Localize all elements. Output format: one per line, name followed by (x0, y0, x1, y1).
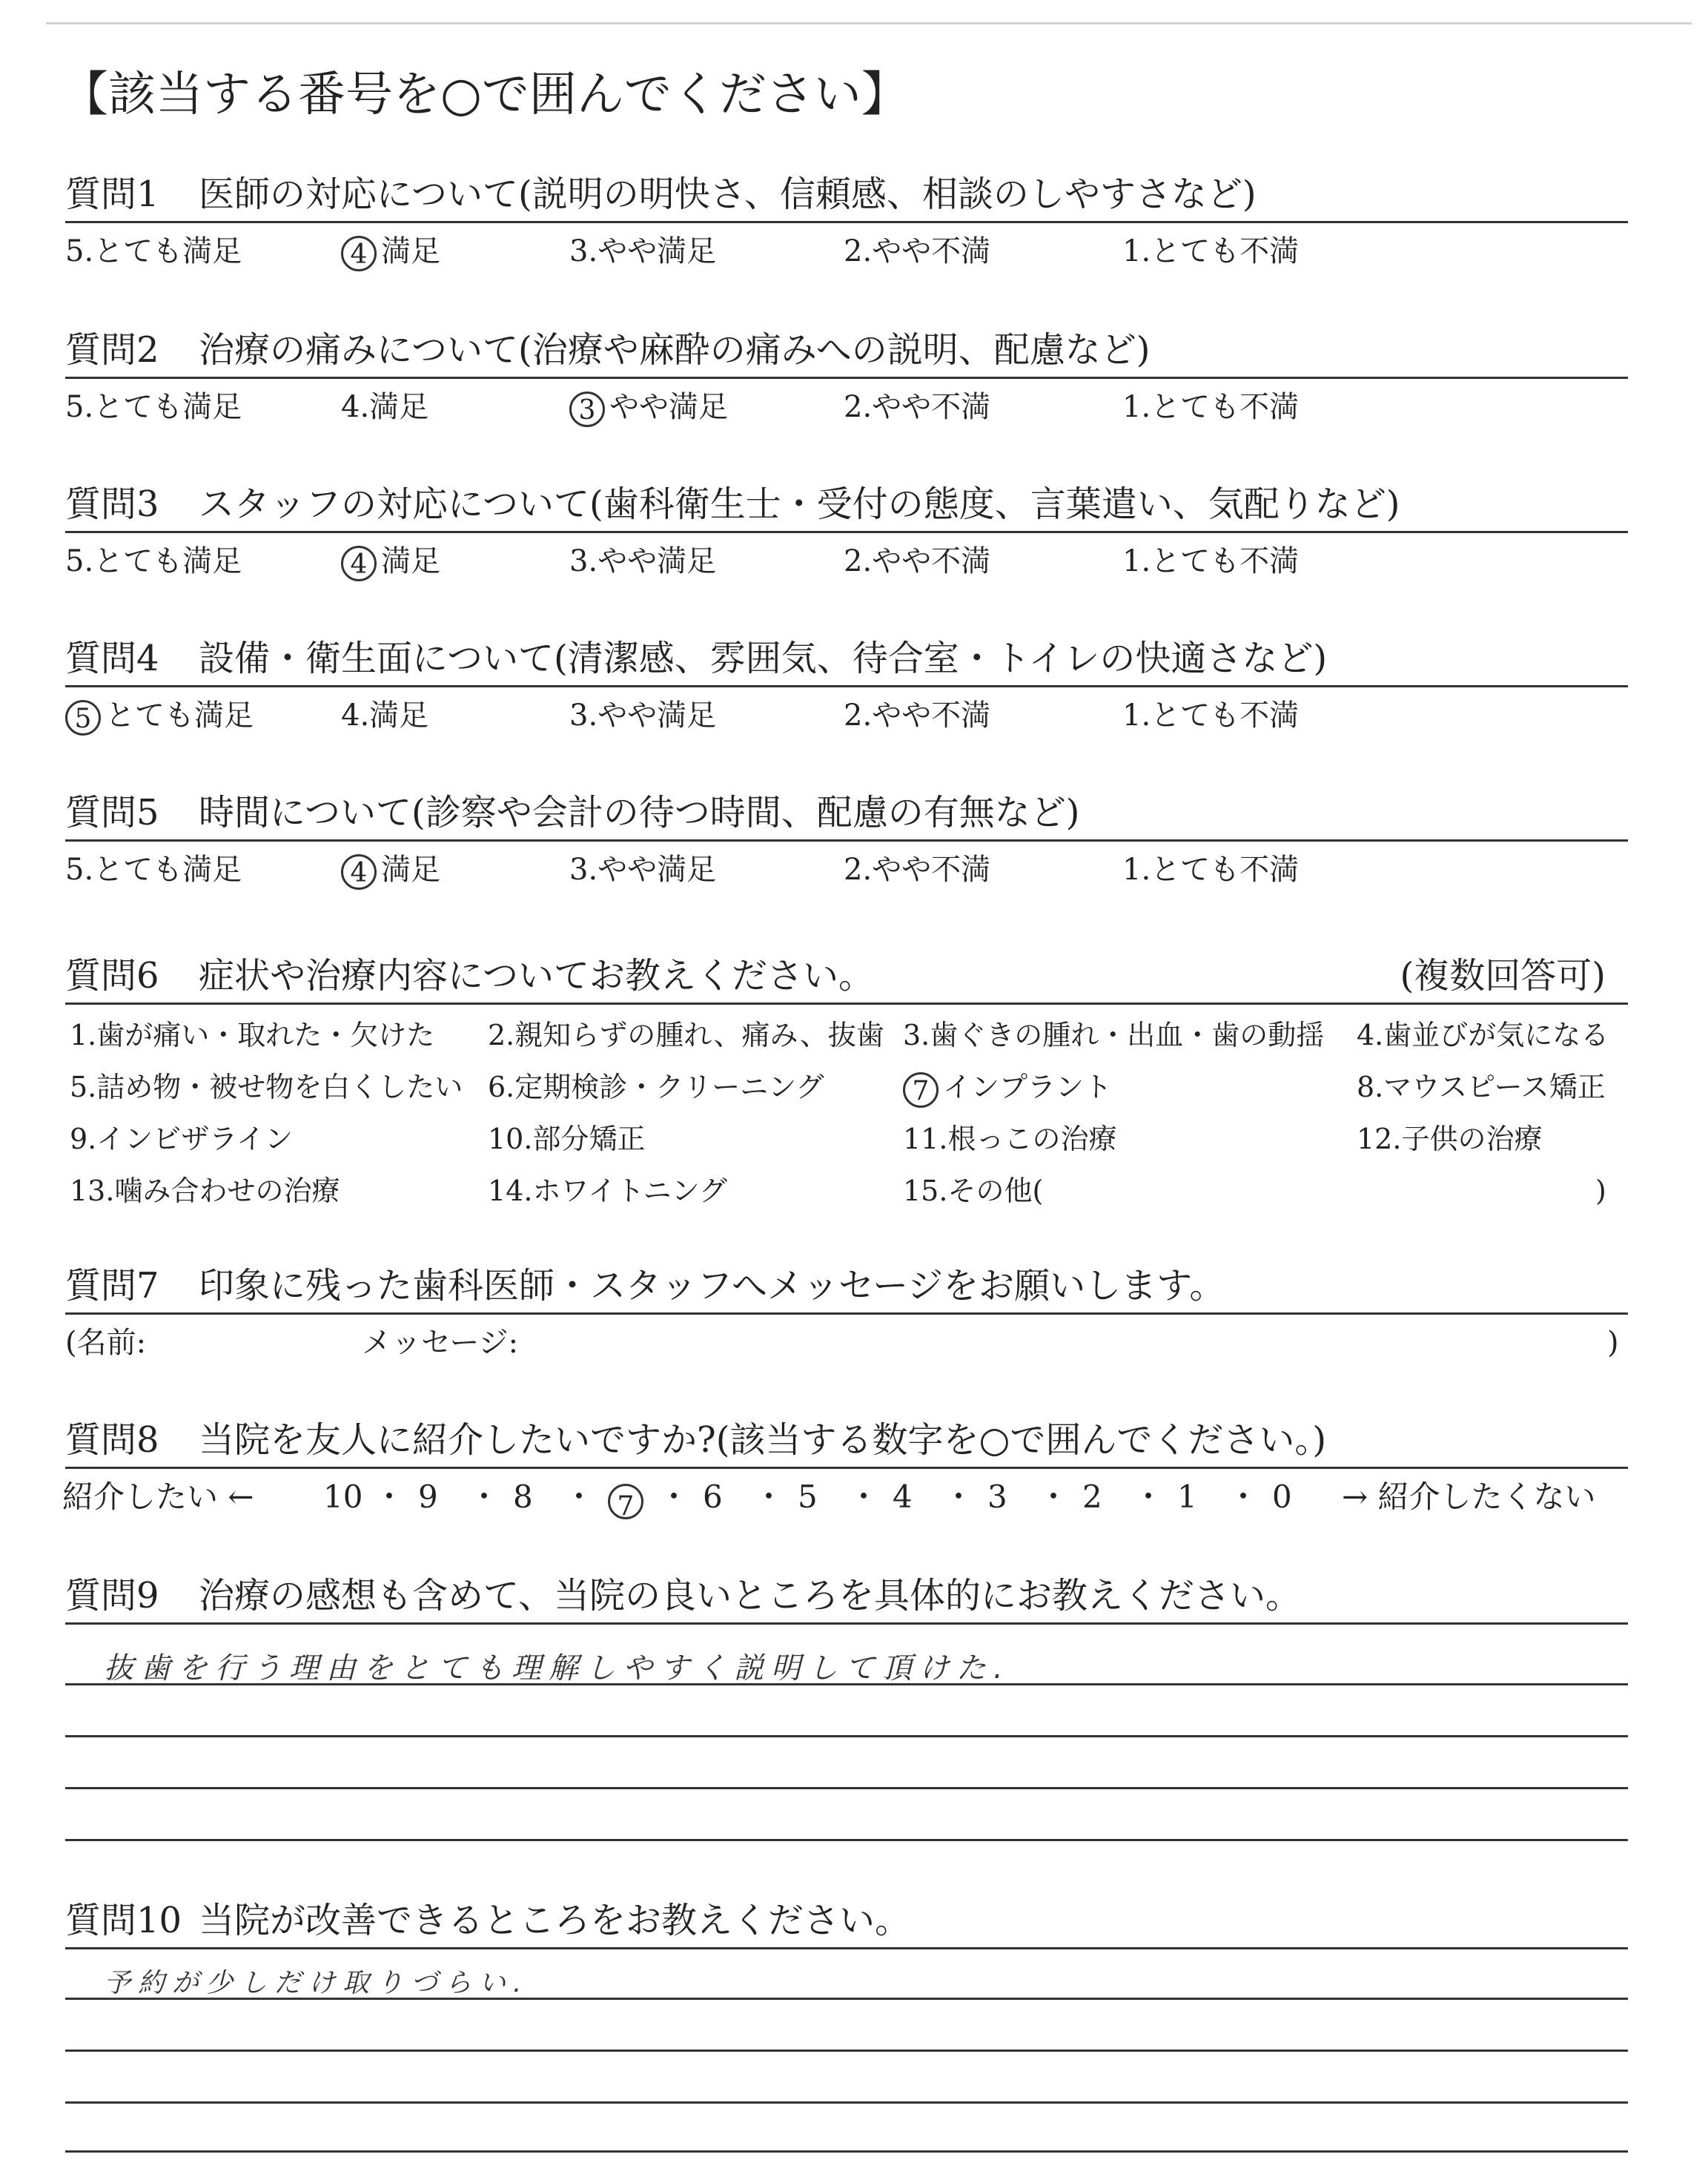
selected-circle: 4 (341, 236, 377, 271)
option-label: やや不満 (872, 390, 991, 424)
scale-left-label: 紹介したい ← (62, 1479, 254, 1515)
option-number: 12. (1357, 1123, 1402, 1155)
answer-line (65, 1735, 1628, 1737)
selected-circle: 7 (903, 1072, 939, 1108)
rating-option[interactable] (1122, 695, 1299, 736)
option-number: 2. (844, 544, 873, 578)
option-number: 5. (70, 1071, 97, 1103)
option-number: 2. (844, 390, 873, 424)
option-label: とても不満 (1151, 698, 1300, 733)
rating-option[interactable] (569, 541, 716, 582)
option-number: 15. (903, 1175, 948, 1207)
option-label: とても満足 (93, 390, 242, 424)
question-header (65, 1407, 1628, 1469)
option-number: 5. (65, 853, 94, 887)
rating-option[interactable] (65, 541, 242, 582)
option-number: 14. (488, 1175, 533, 1207)
question-text: 時間について(診察や会計の待つ時間、配慮の有無など) (199, 792, 1080, 833)
rating-option[interactable] (65, 386, 242, 428)
option-label: ホワイトニング (532, 1175, 728, 1207)
scale-right-label: → 紹介したくない (1342, 1479, 1596, 1515)
option-number: 3. (569, 853, 598, 887)
symptom-option[interactable] (903, 1172, 1043, 1209)
question-number: 質問10 (65, 1900, 182, 1941)
option-number: 2. (488, 1019, 515, 1051)
question-number: 質問9 (65, 1575, 159, 1616)
symptom-option[interactable] (488, 1017, 884, 1054)
option-number: 2. (844, 853, 873, 887)
question-header (65, 1253, 1628, 1315)
question-header (65, 943, 1628, 1005)
question-number: 質問5 (65, 792, 159, 833)
rating-option[interactable] (844, 541, 990, 582)
scale-dot: ・ (374, 1479, 406, 1515)
option-label: やや満足 (598, 853, 717, 887)
symptom-option[interactable] (903, 1120, 1116, 1157)
option-label: やや不満 (872, 853, 991, 887)
option-label: とても満足 (93, 234, 242, 268)
rating-option[interactable] (341, 541, 440, 582)
scale-dot: ・ (1228, 1479, 1260, 1515)
answer-line (65, 2101, 1628, 2104)
option-number: 4. (1357, 1019, 1384, 1051)
option-number: 1. (1122, 544, 1151, 578)
scale-value[interactable]: 4 (893, 1479, 913, 1515)
question-7 (65, 1253, 1628, 1374)
question-4 (65, 626, 1628, 747)
question-text: 症状や治療内容についてお教えください。 (199, 955, 875, 997)
rating-option[interactable] (844, 231, 990, 272)
question-6 (65, 943, 1628, 1220)
selected-circle: 7 (608, 1484, 643, 1519)
question-header (65, 472, 1628, 533)
rating-option[interactable] (1122, 541, 1299, 582)
rating-option[interactable] (341, 849, 440, 891)
rating-option[interactable] (844, 849, 990, 891)
symptom-option[interactable] (70, 1120, 293, 1157)
rating-option[interactable] (341, 231, 440, 272)
question-2 (65, 317, 1628, 438)
question-3 (65, 472, 1628, 592)
option-number: 5. (65, 390, 94, 424)
option-label: 定期検診・クリーニング (514, 1071, 824, 1103)
rating-option[interactable] (1122, 849, 1299, 891)
selected-circle: 4 (341, 546, 377, 581)
rating-options (65, 687, 1628, 747)
rating-options (65, 379, 1628, 438)
option-label: 歯ぐきの腫れ・出血・歯の動揺 (930, 1019, 1325, 1051)
page-title: 【該当する番号を○で囲んでください】 (61, 67, 909, 122)
question-number: 質問3 (65, 483, 159, 525)
rating-option[interactable] (569, 231, 716, 272)
rating-option[interactable] (65, 849, 242, 891)
option-label: その他( (947, 1175, 1044, 1207)
option-number: 2. (844, 698, 873, 733)
option-label: とても不満 (1151, 544, 1300, 578)
option-label: 歯並びが気になる (1383, 1019, 1609, 1051)
question-text: 治療の痛みについて(治療や麻酔の痛みへの説明、配慮など) (199, 329, 1151, 371)
question-header (65, 780, 1628, 842)
option-number: 1. (70, 1019, 97, 1051)
option-label: 満足 (381, 234, 440, 268)
option-number: 1. (1122, 698, 1151, 733)
option-label: とても不満 (1151, 390, 1300, 424)
option-number: 9. (70, 1123, 97, 1155)
answer-line (65, 1787, 1628, 1789)
question-number: 質問7 (65, 1265, 159, 1307)
scale-dot: ・ (469, 1479, 500, 1515)
symptom-option[interactable] (1357, 1069, 1606, 1106)
option-label: やや不満 (872, 698, 991, 733)
question-number: 質問8 (65, 1419, 159, 1461)
question-8 (62, 1407, 1628, 1522)
option-label: やや満足 (598, 698, 717, 733)
option-label: やや不満 (872, 544, 991, 578)
rating-option[interactable] (1122, 231, 1299, 272)
question-text: 当院が改善できるところをお教えください。 (199, 1900, 911, 1941)
option-number: 5. (65, 544, 94, 578)
option-label: やや満足 (598, 544, 717, 578)
question-header (65, 317, 1628, 379)
question-text: 当院を友人に紹介したいですか?(該当する数字を○で囲んでください。) (199, 1419, 1327, 1461)
answer-line (65, 2050, 1628, 2052)
symptom-option[interactable] (903, 1069, 1112, 1108)
rating-options (65, 223, 1628, 283)
question-header (65, 626, 1628, 687)
symptom-option[interactable] (1357, 1017, 1609, 1054)
option-label: 根っこの治療 (947, 1123, 1117, 1155)
top-divider (46, 22, 1692, 24)
question-10 (65, 1888, 1628, 1949)
option-label: インビザライン (96, 1123, 294, 1155)
message-label: メッセージ: (362, 1326, 519, 1360)
question-5 (65, 780, 1628, 901)
question-1 (65, 162, 1628, 283)
option-number: 6. (488, 1071, 515, 1103)
answer-line (65, 1839, 1628, 1841)
option-label: やや不満 (872, 234, 991, 268)
symptom-option[interactable] (70, 1017, 434, 1054)
option-label: とても満足 (93, 853, 242, 887)
option-label: インプラント (943, 1071, 1113, 1103)
option-number: 4. (341, 390, 370, 424)
option-label: 歯が痛い・取れた・欠けた (96, 1019, 435, 1051)
question-number: 質問4 (65, 638, 159, 679)
symptom-option[interactable] (1357, 1120, 1542, 1157)
question-text: 治療の感想も含めて、当院の良いところを具体的にお教えください。 (199, 1575, 1302, 1616)
symptom-option[interactable] (70, 1069, 463, 1106)
symptom-option[interactable] (488, 1120, 645, 1157)
question-text: 医師の対応について(説明の明快さ、信頼感、相談のしやすさなど) (199, 174, 1257, 215)
name-label: (名前: (65, 1326, 147, 1360)
option-number: 3. (569, 234, 598, 268)
question-9 (65, 1563, 1628, 1625)
option-number: 1. (1122, 390, 1151, 424)
option-number: 3. (569, 544, 598, 578)
question-text: 設備・衛生面について(清潔感、雰囲気、待合室・トイレの快適さなど) (199, 638, 1328, 679)
symptom-option[interactable] (903, 1017, 1324, 1054)
rating-option[interactable] (844, 386, 990, 428)
rating-option[interactable] (65, 695, 254, 736)
scale-dot: ・ (1133, 1479, 1165, 1515)
option-label: マウスピース矯正 (1383, 1071, 1606, 1103)
option-label: 満足 (381, 853, 440, 887)
selected-circle: 4 (341, 854, 377, 890)
option-number: 4. (341, 698, 370, 733)
option-label: とても満足 (93, 544, 242, 578)
option-label: 子供の治療 (1401, 1123, 1543, 1155)
other-close-paren (1595, 1172, 1606, 1209)
selected-circle: 5 (65, 700, 101, 736)
option-label: とても不満 (1151, 853, 1300, 887)
rating-option[interactable] (65, 231, 242, 272)
scale-value[interactable]: 3 (987, 1479, 1007, 1515)
option-label: 噛み合わせの治療 (114, 1175, 340, 1207)
multiple-answer-note: (複数回答可) (1400, 955, 1606, 997)
answer-line (65, 1683, 1628, 1685)
option-label: とても不満 (1151, 234, 1300, 268)
option-label: 満足 (369, 390, 429, 424)
option-number: 5. (65, 234, 94, 268)
scale-value[interactable]: 5 (798, 1479, 818, 1515)
symptom-option[interactable] (488, 1172, 727, 1209)
question-number: 質問1 (65, 174, 159, 215)
question-header (65, 1563, 1628, 1625)
scale-value[interactable]: 2 (1082, 1479, 1102, 1515)
scale-value[interactable]: 1 (1177, 1479, 1197, 1515)
option-number: 13. (70, 1175, 115, 1207)
option-number: 1. (1122, 234, 1151, 268)
option-label: 満足 (369, 698, 429, 733)
question-number: 質問6 (65, 955, 159, 997)
answer-line (65, 2150, 1628, 2153)
scale-value[interactable]: 8 (513, 1479, 533, 1515)
scale-dot: ・ (753, 1479, 785, 1515)
rating-option[interactable] (569, 695, 716, 736)
option-label: 詰め物・被せ物を白くしたい (96, 1071, 463, 1103)
rating-option[interactable] (1122, 386, 1299, 428)
option-label: やや満足 (609, 390, 728, 424)
option-number: 2. (844, 234, 873, 268)
question-header (65, 162, 1628, 223)
answer-line (65, 1998, 1628, 2000)
scale-dot: ・ (563, 1479, 595, 1515)
rating-options (65, 842, 1628, 901)
question-text: 印象に残った歯科医師・スタッフへメッセージをお願いします。 (199, 1265, 1225, 1307)
option-label: やや満足 (598, 234, 717, 268)
rating-option[interactable] (341, 695, 428, 736)
scale-value[interactable]: 10 (323, 1479, 363, 1515)
rating-options (65, 533, 1628, 592)
option-label: とても満足 (105, 698, 254, 733)
option-label: 満足 (381, 544, 440, 578)
message-row (65, 1315, 1628, 1374)
scale-dot: ・ (1038, 1479, 1070, 1515)
option-label: 親知らずの腫れ、痛み、抜歯 (514, 1019, 884, 1051)
message-close-paren: ) (1607, 1326, 1619, 1360)
option-number: 8. (1357, 1071, 1384, 1103)
scale-value[interactable]: 6 (703, 1479, 723, 1515)
option-number: 11. (903, 1123, 948, 1155)
selected-circle: 3 (569, 392, 605, 427)
scale-value[interactable]: 0 (1272, 1479, 1292, 1515)
scale-dot: ・ (848, 1479, 880, 1515)
scale-dot: ・ (943, 1479, 975, 1515)
question-number: 質問2 (65, 329, 159, 371)
handwritten-answer-q10: 予約が少しだけ取りづらい. (104, 1968, 529, 1998)
question-text: スタッフの対応について(歯科衛生士・受付の態度、言葉遣い、気配りなど) (199, 483, 1400, 525)
option-label: ) (1595, 1175, 1606, 1207)
symptom-options (65, 1005, 1628, 1220)
option-number: 3. (903, 1019, 930, 1051)
scale-dot: ・ (658, 1479, 690, 1515)
option-number: 1. (1122, 853, 1151, 887)
option-number: 10. (488, 1123, 533, 1155)
option-number: 3. (569, 698, 598, 733)
question-header (65, 1888, 1628, 1949)
handwritten-answer-q9: 抜歯を行う理由をとても理解しやすく説明して頂けた. (104, 1651, 1010, 1685)
rating-option[interactable] (569, 386, 728, 428)
rating-option[interactable] (341, 386, 428, 428)
rating-option[interactable] (569, 849, 716, 891)
symptom-option[interactable] (70, 1172, 340, 1209)
recommend-scale (62, 1469, 1628, 1522)
scale-value[interactable]: 9 (418, 1479, 438, 1515)
symptom-option[interactable] (488, 1069, 824, 1106)
rating-option[interactable] (844, 695, 990, 736)
option-label: 部分矯正 (532, 1123, 646, 1155)
